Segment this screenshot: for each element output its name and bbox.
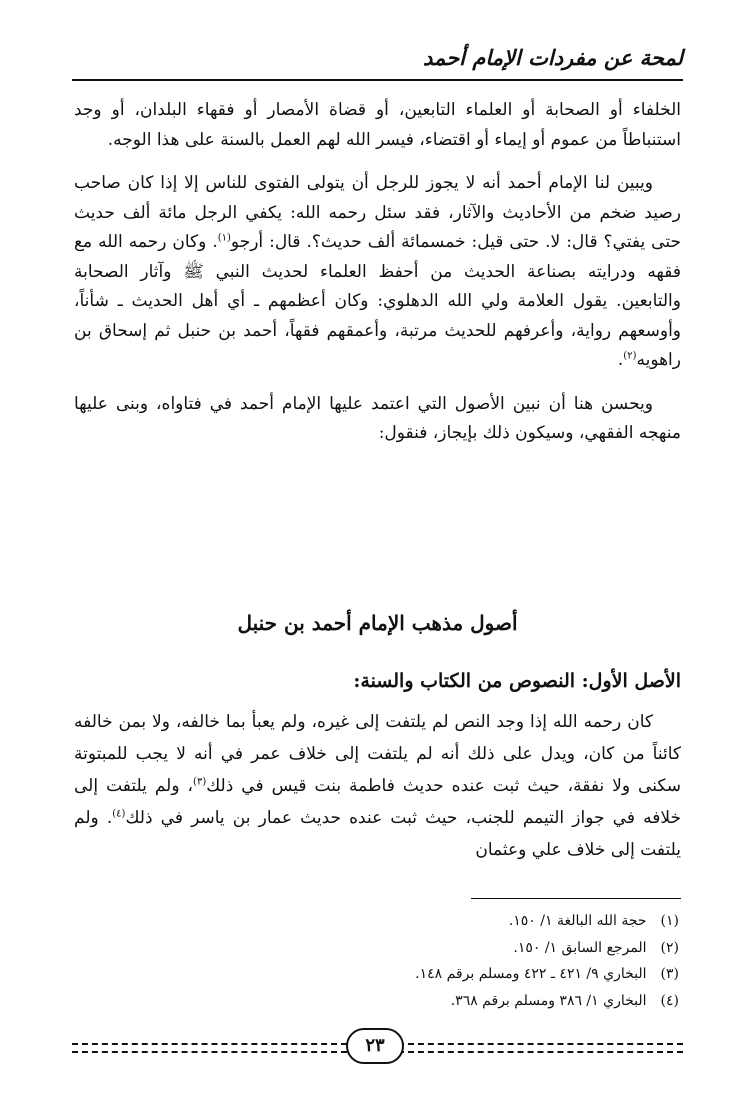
- paragraph-4: [74, 706, 681, 866]
- paragraph-4-text-b: ، ولم يلتفت إلى خلافه في جواز التيمم للجنب، حيث ثبت عنده حديث عمار بن ياسر في ذلك: [74, 776, 681, 828]
- subsection-title: الأصل الأول: النصوص من الكتاب والسنة:: [353, 670, 681, 692]
- paragraph-4-text-c: . ولم يلتفت إلى خلاف علي وعثمان: [74, 808, 681, 860]
- running-header: [72, 42, 683, 82]
- footnote-rule: [471, 898, 681, 899]
- paragraph-1: الخلفاء أو الصحابة أو العلماء التابعين، أو قضاة الأمصار أو فقهاء البلدان، أو وجد استنباطاً من عموم أو إيماء أو اقتضاء، فيسر الله لهم العمل بالسنة على هذا الوجه.: [74, 100, 681, 150]
- header-rule: [72, 79, 683, 81]
- page-footer: [72, 1028, 683, 1072]
- paragraph-4-text-a: كان رحمه الله إذا وجد النص لم يلتفت إلى غيره، ولم يعبأ بما خالفه، ولا بمن خالفه كائناً من كان، ويدل على ذلك أنه لم يلتفت إلى خلاف عمر في أنه لا يجب للمبتوتة سكنى ولا نفقة، حيث ثبت عنده حديث فاطمة بنت قيس في ذلك: [74, 712, 681, 796]
- paragraph-2-text-b: . وكان رحمه الله مع فقهه ودرايته بصناعة الحديث من أحفظ العلماء لحديث النبي ﷺ وآثار الصحابة والتابعين. يقول العلامة ولي الله الدهلوي: وكان أعظمهم ـ أي أهل الحديث ـ شأناً، وأوسعهم رواية، وأعرفهم للحديث مرتبة، وأعمقهم فقهاً، أحمد بن حنبل ثم إسحاق بن راهويه: [74, 232, 681, 370]
- paragraph-2-text-c: .: [617, 350, 624, 370]
- footnote-text: المرجع السابق ١/ ١٥٠.: [513, 939, 647, 956]
- paragraph-2: [74, 169, 681, 376]
- footnote-item: [74, 988, 679, 1015]
- footnote-ref-3[interactable]: (٣): [193, 776, 207, 788]
- footnote-item: [74, 908, 679, 935]
- running-title: لمحة عن مفردات الإمام أحمد: [423, 45, 683, 70]
- section-text: [74, 706, 681, 866]
- footnote-number: (٣): [660, 966, 679, 982]
- footnote-text: البخاري ٩/ ٤٢١ ـ ٤٢٢ ومسلم برقم ١٤٨.: [415, 966, 647, 982]
- footnote-ref-4[interactable]: (٤): [112, 808, 126, 820]
- section-title: أصول مذهب الإمام أحمد بن حنبل: [237, 611, 518, 635]
- main-text: [74, 96, 681, 449]
- footnote-ref-2[interactable]: (٢): [623, 350, 637, 362]
- footer-ornament-rule-right: [398, 1043, 683, 1053]
- paragraph-gap: [74, 376, 681, 390]
- footnote-number: (١): [660, 913, 679, 929]
- footnote-item: [74, 961, 679, 988]
- footnote-text: البخاري ١/ ٣٨٦ ومسلم برقم ٣٦٨.: [450, 992, 647, 1009]
- footnote-item: [74, 935, 679, 962]
- footnote-number: (٤): [660, 992, 679, 1009]
- paragraph-2-text-a: ويبين لنا الإمام أحمد أنه لا يجوز للرجل أن يتولى الفتوى للناس إلا إذا كان صاحب رصيد ضخم من الأحاديث والآثار، فقد سئل رحمه الله: يكفي الرجل مائة ألف حديث حتى يفتي؟ قال: لا. حتى قيل: خمسمائة ألف حديث؟. قال: أرجو: [74, 173, 681, 252]
- footer-ornament-rule-left: [72, 1043, 357, 1053]
- page-number: ٢٣: [346, 1028, 404, 1064]
- footnotes: [74, 908, 679, 1014]
- paragraph-gap: [74, 155, 681, 169]
- footnote-text: حجة الله البالغة ١/ ١٥٠.: [508, 913, 647, 929]
- footnote-number: (٢): [660, 939, 679, 956]
- footnote-ref-1[interactable]: (١): [217, 232, 231, 244]
- paragraph-3: ويحسن هنا أن نبين الأصول التي اعتمد عليها الإمام أحمد في فتاواه، وبنى عليها منهجه الفقهي، وسيكون ذلك بإيجاز، فنقول:: [74, 393, 681, 443]
